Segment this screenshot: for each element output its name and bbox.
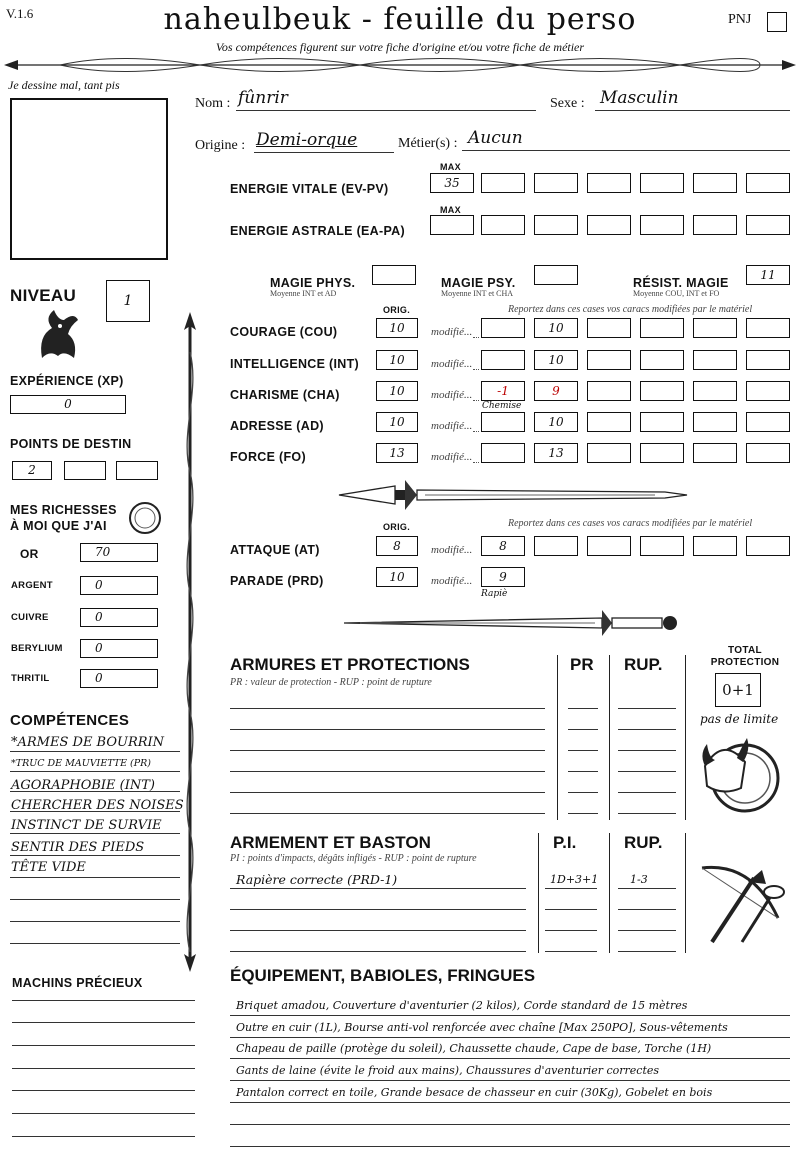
pnj-label: PNJ	[728, 12, 752, 27]
combat-label: PARADE (PRD)	[230, 574, 324, 588]
carac-extra-box[interactable]	[587, 350, 631, 370]
ea-box-5[interactable]	[693, 215, 737, 235]
armures-pr-header: PR	[570, 655, 594, 674]
carac-orig-box[interactable]: 10	[376, 350, 418, 370]
armure-rup-line[interactable]	[618, 729, 676, 730]
armure-pr-line[interactable]	[568, 813, 598, 814]
ev-label: ENERGIE VITALE (EV-PV)	[230, 182, 389, 196]
wealth-value-box[interactable]: 0	[80, 639, 158, 658]
combat-extra-box[interactable]	[640, 536, 684, 556]
coin-icon	[127, 500, 163, 536]
ev-box-3[interactable]	[587, 173, 631, 193]
competence-item[interactable]: CHERCHER DES NOISES	[11, 798, 184, 813]
equip-line[interactable]	[230, 1102, 790, 1103]
arme-pi-line[interactable]	[545, 888, 597, 889]
destin-box-3[interactable]	[116, 461, 158, 480]
equip-line[interactable]	[230, 1037, 790, 1038]
carac-mod1-box[interactable]	[481, 350, 525, 370]
carac-extra-box[interactable]	[693, 350, 737, 370]
ev-max-label: MAX	[440, 162, 461, 172]
carac-modif-label: modifié...	[431, 358, 473, 370]
machins-line[interactable]	[12, 1045, 195, 1046]
magie-psy-box[interactable]	[534, 265, 578, 285]
machins-line[interactable]	[12, 1068, 195, 1069]
carac-mod1-box[interactable]: -1	[481, 381, 525, 401]
armures-rup-header: RUP.	[624, 655, 663, 674]
carac-mod2-box[interactable]: 10	[534, 318, 578, 338]
machins-line[interactable]	[12, 1090, 195, 1091]
carac-mod1-box[interactable]	[481, 443, 525, 463]
carac-modif-label: modifié...	[431, 326, 473, 338]
total-protection-box[interactable]: 0+1	[715, 673, 761, 707]
carac-modif-dots	[473, 462, 479, 463]
wealth-label: BERYLIUM	[11, 643, 63, 654]
xp-label: EXPÉRIENCE (XP)	[10, 374, 124, 388]
wealth-value-box[interactable]: 0	[80, 608, 158, 627]
armure-pr-line[interactable]	[568, 750, 598, 751]
carac-extra-box[interactable]	[640, 318, 684, 338]
combat-extra-box[interactable]	[746, 536, 790, 556]
armure-pr-line[interactable]	[568, 708, 598, 709]
armement-sub: PI : points d'impacts, dégâts infligés - RUP : point de rupture	[230, 853, 477, 864]
resist-sub: Moyenne COU, INT et FO	[633, 289, 720, 298]
origine-label: Origine :	[195, 138, 246, 153]
armures-title: ARMURES ET PROTECTIONS	[230, 655, 470, 674]
carac-modif-label: modifié...	[431, 420, 473, 432]
equip-line[interactable]	[230, 1058, 790, 1059]
ea-box-6[interactable]	[746, 215, 790, 235]
richesses-title-2: À MOI QUE J'AI	[10, 519, 107, 533]
arme-rup-line[interactable]	[618, 951, 676, 952]
magie-phys-box[interactable]	[372, 265, 416, 285]
carac-extra-box[interactable]	[693, 443, 737, 463]
carac-mod2-box[interactable]: 9	[534, 381, 578, 401]
armure-name-line[interactable]	[230, 729, 545, 730]
carac-modif-label: modifié...	[431, 451, 473, 463]
equip-line[interactable]	[230, 1015, 790, 1016]
carac-extra-box[interactable]	[746, 412, 790, 432]
competence-line	[10, 855, 180, 856]
arme-rup-line[interactable]	[618, 909, 676, 910]
carac-orig-box[interactable]: 10	[376, 381, 418, 401]
wealth-label: OR	[20, 547, 39, 561]
resist-box[interactable]: 11	[746, 265, 790, 285]
ev-box-1[interactable]	[481, 173, 525, 193]
competence-item[interactable]: TÊTE VIDE	[11, 860, 86, 875]
carac-orig-box[interactable]: 13	[376, 443, 418, 463]
armure-rup-line[interactable]	[618, 750, 676, 751]
sheet-title: naheulbeuk - feuille du perso	[163, 2, 637, 37]
carac-extra-box[interactable]	[746, 443, 790, 463]
carac-extra-box[interactable]	[587, 318, 631, 338]
armure-pr-line[interactable]	[568, 792, 598, 793]
arme-rup[interactable]: 1-3	[630, 873, 648, 886]
ev-box-4[interactable]	[640, 173, 684, 193]
carac-modif-dots	[473, 337, 479, 338]
combat-orig-box[interactable]: 10	[376, 567, 418, 587]
carac-extra-box[interactable]	[746, 381, 790, 401]
carac-extra-box[interactable]	[640, 443, 684, 463]
carac-extra-box[interactable]	[587, 443, 631, 463]
carac-extra-box[interactable]	[746, 350, 790, 370]
carac-orig-box[interactable]: 10	[376, 318, 418, 338]
magie-phys-sub: Moyenne INT et AD	[270, 289, 337, 298]
competence-item[interactable]: INSTINCT DE SURVIE	[11, 818, 162, 833]
combat-mod1-box[interactable]: 9	[481, 567, 525, 587]
ea-box-2[interactable]	[534, 215, 578, 235]
niveau-label: NIVEAU	[10, 286, 77, 305]
protection-limit-note: pas de limite	[700, 712, 779, 726]
competence-item[interactable]: *ARMES DE BOURRIN	[11, 735, 165, 750]
machins-line[interactable]	[12, 1000, 195, 1001]
competence-line	[10, 771, 180, 772]
competence-line	[10, 751, 180, 752]
arme-rup-line[interactable]	[618, 930, 676, 931]
wealth-label: CUIVRE	[11, 612, 49, 623]
sword-ornament-2	[340, 606, 685, 640]
ev-box-6[interactable]	[746, 173, 790, 193]
wealth-value-box[interactable]: 0	[80, 669, 158, 688]
equip-line[interactable]	[230, 1080, 790, 1081]
header-ornament	[0, 52, 800, 78]
combat-modif-label: modifié...	[431, 575, 473, 587]
arme-name[interactable]: Rapière correcte (PRD-1)	[236, 872, 398, 887]
ea-max-box[interactable]	[430, 215, 474, 235]
carac-mod2-box[interactable]: 10	[534, 350, 578, 370]
caracs-orig-label: ORIG.	[383, 305, 411, 315]
portrait-box[interactable]	[10, 98, 168, 260]
total-protection-label-1: TOTAL	[728, 645, 762, 656]
arme-name-line[interactable]	[230, 951, 526, 952]
magie-psy-label: MAGIE PSY.	[441, 276, 516, 290]
wealth-label: THRITIL	[11, 673, 50, 684]
machins-line[interactable]	[12, 1022, 195, 1023]
wealth-label: ARGENT	[11, 580, 53, 591]
magie-psy-sub: Moyenne INT et CHA	[441, 289, 514, 298]
carac-modif-dots	[473, 431, 479, 432]
richesses-title-1: MES RICHESSES	[10, 503, 117, 517]
carac-orig-box[interactable]: 10	[376, 412, 418, 432]
destin-box-2[interactable]	[64, 461, 106, 480]
carac-mod2-box[interactable]: 13	[534, 443, 578, 463]
competence-line	[10, 921, 180, 922]
combat-modif-label: modifié...	[431, 544, 473, 556]
armure-rup-line[interactable]	[618, 708, 676, 709]
ea-box-4[interactable]	[640, 215, 684, 235]
armure-name-line[interactable]	[230, 792, 545, 793]
portrait-caption: Je dessine mal, tant pis	[8, 78, 120, 92]
carac-modif-dots	[473, 369, 479, 370]
carac-extra-box[interactable]	[693, 381, 737, 401]
competence-line	[10, 811, 180, 812]
version-label: V.1.6	[6, 6, 34, 21]
ev-box-5[interactable]	[693, 173, 737, 193]
niveau-box[interactable]: 1	[106, 280, 150, 322]
carac-extra-box[interactable]	[746, 318, 790, 338]
carac-label: ADRESSE (AD)	[230, 419, 324, 433]
armure-name-line[interactable]	[230, 750, 545, 751]
carac-modif-dots	[473, 400, 479, 401]
ev-max-box[interactable]: 35	[430, 173, 474, 193]
machins-line[interactable]	[12, 1113, 195, 1114]
sexe-label: Sexe :	[550, 96, 585, 111]
carac-extra-box[interactable]	[693, 318, 737, 338]
arme-rup-line[interactable]	[618, 888, 676, 889]
competence-item[interactable]: SENTIR DES PIEDS	[11, 840, 145, 855]
ea-box-1[interactable]	[481, 215, 525, 235]
ea-box-3[interactable]	[587, 215, 631, 235]
resist-label: RÉSIST. MAGIE	[633, 276, 729, 290]
carac-extra-box[interactable]	[587, 412, 631, 432]
armement-pi-header: P.I.	[553, 833, 577, 852]
armure-rup-line[interactable]	[618, 792, 676, 793]
equip-line[interactable]	[230, 1146, 790, 1147]
metier-label: Métier(s) :	[398, 136, 458, 151]
armement-title: ARMEMENT ET BASTON	[230, 833, 431, 852]
pnj-checkbox[interactable]	[767, 12, 787, 32]
dragon-icon	[34, 306, 84, 364]
carac-extra-box[interactable]	[640, 381, 684, 401]
equip-text[interactable]: Gants de laine (évite le froid aux mains), Chaussures d'aventurier correctes	[236, 1064, 660, 1077]
metier-value[interactable]: Aucun	[468, 128, 523, 148]
armure-pr-line[interactable]	[568, 729, 598, 730]
combat-orig-box[interactable]: 8	[376, 536, 418, 556]
combat-note: Rapiè	[481, 589, 508, 599]
combat-extra-box[interactable]	[587, 536, 631, 556]
staff-ornament	[176, 312, 204, 972]
xp-box[interactable]: 0	[10, 395, 126, 414]
competence-item[interactable]: AGORAPHOBIE (INT)	[11, 778, 155, 793]
equipement-title: ÉQUIPEMENT, BABIOLES, FRINGUES	[230, 966, 536, 985]
competence-item[interactable]: *TRUC DE MAUVIETTE (PR)	[11, 758, 152, 769]
armement-rup-header: RUP.	[624, 833, 663, 852]
arme-name-line[interactable]	[230, 888, 526, 889]
nom-value[interactable]: fûnrir	[238, 88, 288, 108]
arme-name-line[interactable]	[230, 930, 526, 931]
arme-name-line[interactable]	[230, 909, 526, 910]
combat-label: ATTAQUE (AT)	[230, 543, 320, 557]
competence-line	[10, 899, 180, 900]
combat-hint: Reportez dans ces cases vos caracs modifiées par le matériel	[508, 518, 753, 529]
wealth-value-box[interactable]: 70	[80, 543, 158, 562]
carac-modif-label: modifié...	[431, 389, 473, 401]
carac-mod2-box[interactable]: 10	[534, 412, 578, 432]
equip-line[interactable]	[230, 1124, 790, 1125]
weapons-icon	[692, 858, 790, 950]
carac-extra-box[interactable]	[640, 350, 684, 370]
sexe-value[interactable]: Masculin	[600, 88, 679, 108]
carac-mod1-box[interactable]	[481, 318, 525, 338]
sword-ornament-1	[335, 478, 690, 512]
arme-pi[interactable]: 1D+3+1	[550, 873, 599, 886]
magie-phys-label: MAGIE PHYS.	[270, 276, 356, 290]
competence-line	[10, 833, 180, 834]
carac-mod1-box[interactable]	[481, 412, 525, 432]
carac-extra-box[interactable]	[640, 412, 684, 432]
equip-text[interactable]: Pantalon correct en toile, Grande besace de chasseur en cuir (30Kg), Gobelet en bois	[236, 1086, 713, 1099]
caracs-hint: Reportez dans ces cases vos caracs modifiées par le matériel	[508, 304, 753, 315]
combat-mod1-box[interactable]: 8	[481, 536, 525, 556]
total-protection-label-2: PROTECTION	[710, 657, 780, 668]
carac-label: COURAGE (COU)	[230, 325, 338, 339]
wealth-value-box[interactable]: 0	[80, 576, 158, 595]
carac-label: CHARISME (CHA)	[230, 388, 340, 402]
ea-max-label: MAX	[440, 205, 461, 215]
armure-name-line[interactable]	[230, 708, 545, 709]
nom-label: Nom :	[195, 96, 231, 111]
competences-title: COMPÉTENCES	[10, 712, 130, 729]
armure-pr-line[interactable]	[568, 771, 598, 772]
arme-pi-line[interactable]	[545, 930, 597, 931]
machins-line[interactable]	[12, 1136, 195, 1137]
combat-extra-box[interactable]	[534, 536, 578, 556]
arme-pi-line[interactable]	[545, 909, 597, 910]
carac-extra-box[interactable]	[587, 381, 631, 401]
carac-extra-box[interactable]	[693, 412, 737, 432]
armure-rup-line[interactable]	[618, 813, 676, 814]
carac-note: Chemise	[482, 401, 522, 411]
carac-label: FORCE (FO)	[230, 450, 306, 464]
armure-rup-line[interactable]	[618, 771, 676, 772]
destin-box-1[interactable]: 2	[12, 461, 52, 480]
machins-title: MACHINS PRÉCIEUX	[12, 976, 143, 990]
combat-extra-box[interactable]	[693, 536, 737, 556]
arme-pi-line[interactable]	[545, 951, 597, 952]
carac-label: INTELLIGENCE (INT)	[230, 357, 360, 371]
destin-label: POINTS DE DESTIN	[10, 437, 132, 451]
combat-orig-label: ORIG.	[383, 522, 411, 532]
sheet-subtitle: Vos compétences figurent sur votre fiche d'origine et/ou votre fiche de métier	[215, 40, 585, 54]
equip-text[interactable]: Briquet amadou, Couverture d'aventurier (2 kilos), Corde standard de 15 mètres	[236, 999, 688, 1012]
ea-label: ENERGIE ASTRALE (EA-PA)	[230, 224, 405, 238]
helmet-shield-icon	[695, 726, 785, 816]
competence-line	[10, 791, 180, 792]
ev-box-2[interactable]	[534, 173, 578, 193]
armure-name-line[interactable]	[230, 771, 545, 772]
armure-name-line[interactable]	[230, 813, 545, 814]
competence-line	[10, 943, 180, 944]
origine-value[interactable]: Demi-orque	[256, 130, 358, 150]
competence-line	[10, 877, 180, 878]
equip-text[interactable]: Outre en cuir (1L), Bourse anti-vol renforcée avec chaîne [Max 250PO], Sous-vêtements	[236, 1021, 728, 1034]
armures-sub: PR : valeur de protection - RUP : point de rupture	[230, 677, 432, 688]
equip-text[interactable]: Chapeau de paille (protège du soleil), Chaussette chaude, Cape de base, Torche (1H)	[236, 1042, 712, 1055]
